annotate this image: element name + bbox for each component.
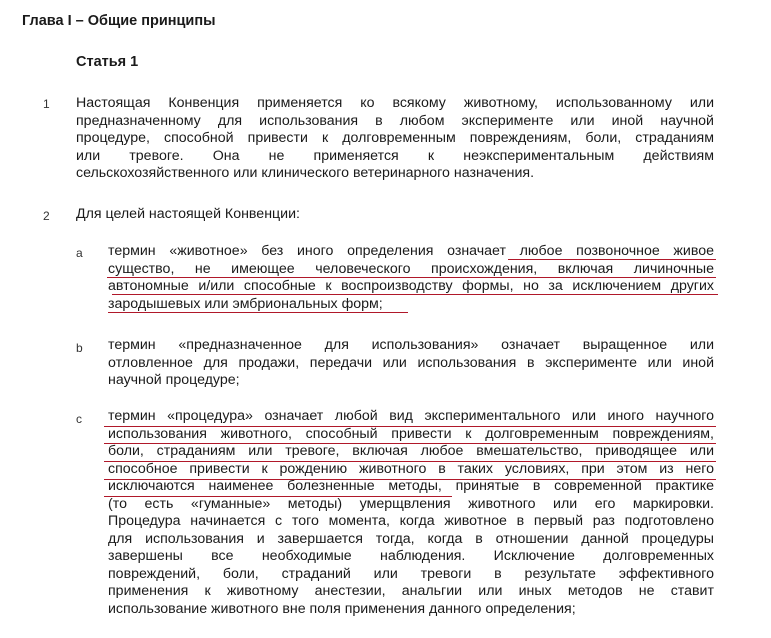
red-underline: [104, 461, 716, 462]
text-line: или тревоге. Она не применяется к неэкспериментальным действиям: [76, 147, 714, 164]
text-line: для использования и завершается тогда, когда в отношении данной процедуры: [108, 530, 714, 547]
text-line: зародышевых или эмбриональных форм;: [108, 295, 383, 312]
text-line: процедуре, способной привести к долговременным повреждениям, боли, страданиям: [76, 130, 714, 146]
paragraph-number: 2: [43, 209, 50, 223]
text-line: Настоящая Конвенция применяется ко всякому животному, использованному или: [76, 95, 714, 111]
text-line: боли, страданиям или тревоге, включая любое вмешательство, приводящее или: [108, 443, 714, 459]
red-underline: [104, 496, 452, 497]
paragraph-1: [76, 95, 714, 183]
subitem-a: [108, 243, 714, 313]
text-line: завершены все необходимые наблюдения. Исключение долговременных: [108, 548, 714, 564]
text-line: использования животного, способный привести к долговременным повреждениям,: [108, 425, 714, 442]
text-line: (то есть «гуманные» методы) умерщвления животного или его маркировки.: [108, 495, 714, 512]
text-line: термин «предназначенное для использования» означает выращенное или: [108, 337, 714, 353]
red-underline: [108, 312, 408, 313]
red-underline: [107, 277, 716, 278]
text-line: отловленное для продажи, передачи или использования в эксперименте или иной: [108, 354, 714, 371]
red-underline: [104, 443, 716, 444]
subitem-c: [108, 408, 714, 618]
text-line: научной процедуре;: [108, 372, 240, 388]
text-line: сельскохозяйственного или клинического ветеринарного назначения.: [76, 165, 535, 181]
red-underline: [112, 294, 718, 295]
text-line: автономные и/или способные к воспроизводству формы, но за исключением других: [108, 278, 714, 294]
red-underline: [508, 259, 716, 260]
text-line: термин «процедура» означает любой вид экспериментального или иного научного: [108, 408, 714, 424]
paragraph-2: [76, 206, 714, 224]
paragraph-number: 1: [43, 97, 50, 111]
article-title: Статья 1: [76, 54, 139, 70]
subitem-b: [108, 337, 714, 390]
chapter-title: Глава I – Общие принципы: [22, 13, 216, 29]
text-line: существо, не имеющее человеческого происхождения, включая личиночные: [108, 260, 714, 277]
subitem-letter: a: [76, 246, 83, 260]
text-line: способное привести к рождению животного в таких условиях, при этом из него: [108, 460, 714, 477]
red-underline: [104, 479, 716, 480]
text-line: термин «животное» без иного определения означает любое позвоночное живое: [108, 243, 714, 259]
text-line: Процедура начинается с того момента, когда животное в первый раз подготовлено: [108, 513, 714, 529]
text-line: использование животного вне поля применения данного определения;: [108, 600, 576, 617]
text-line: повреждений, боли, страданий или тревоги в результате эффективного: [108, 565, 714, 582]
subitem-letter: c: [76, 412, 82, 426]
text-line: исключаются наименее болезненные методы, принятые в современной практике: [108, 478, 714, 494]
red-underline: [104, 426, 716, 427]
text-line: применения к животному анестезии, анальгии или иных методов не ставит: [108, 583, 714, 599]
subitem-letter: b: [76, 341, 83, 355]
text-line: предназначенному для использования в любом эксперименте или иной научной: [76, 112, 714, 129]
text-line: Для целей настоящей Конвенции:: [76, 206, 300, 222]
